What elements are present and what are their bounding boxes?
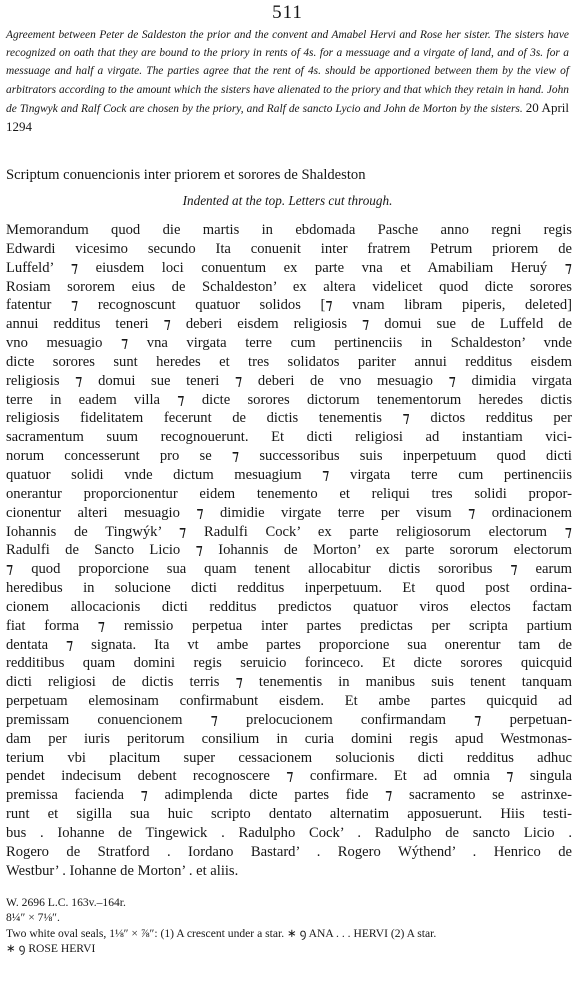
charter-line: terre in eadem villa ⁊ dicte sorores dictorum tenementorum heredes dictis <box>6 391 572 408</box>
charter-line: dentata ⁊ signata. Ita vt ambe partes proporcione sua onerentur tam de <box>6 636 572 653</box>
footnote-dimensions: 8¼″ × 7⅛″. <box>6 911 60 925</box>
charter-line: Radulfi de Sancto Licio ⁊ Iohannis de Morton’ ex parte sororum electorum <box>6 542 572 559</box>
charter-line: bus . Iohanne de Tingewick . Radulpho Cock’ . Radulpho de sancto Licio . <box>6 825 572 841</box>
charter-line: onerantur proporcionentur eidem tenemento et reliqui tres solidi propor- <box>6 485 572 502</box>
charter-line: religiosis ⁊ domui sue teneri ⁊ deberi de vno mesuagio ⁊ dimidia virgata <box>6 372 572 389</box>
charter-line: pendet indecisum debent recognoscere ⁊ confirmare. Et ad omnia ⁊ singula <box>6 768 572 785</box>
summary-date: 20 April 1294 <box>6 99 569 135</box>
charter-text <box>6 221 572 881</box>
charter-line: premissam conuencionem ⁊ prelocucionem confirmandam ⁊ perpetuan- <box>6 711 572 728</box>
summary-text: Agreement between Peter de Saldeston the prior and the convent and Amabel Hervi and Rose her sister. The sisters have recognized on oath that they are bound to the priory in rents of 4s. for a messuage and a virgate of land, and of 3s. for a messuage and half a virgate. The parties agree that the rent of 4s. should be apportioned between them by the view of arbitrators according to the amount which the sisters have alienated to the priory and that which they retain in hand. John de Tingwyk and Ralf Cock are chosen by the priory, and Ralf de sancto Lycio and John de Morton by the sisters. <box>6 29 569 115</box>
footnote-reference: W. 2696 L.C. 163v.–164r. <box>6 896 126 909</box>
charter-line: Edwardi vicesimo secundo Ita conuenit inter fratrem Petrum priorem de <box>6 240 572 257</box>
charter-line: Westbur’ . Iohanne de Morton’ . et aliis. <box>6 862 239 879</box>
document-subheading: Indented at the top. Letters cut through. <box>182 193 393 208</box>
charter-line: terium vbi placitum super cessacionem solucionis dicti redditus adhuc <box>6 749 572 766</box>
charter-line: quatuor solidi vnde dictum mesuagium ⁊ virgata terre cum pertinenciis <box>6 466 572 483</box>
charter-line: dam per iuris peritorum consilium in curia domini regis apud Westmonas- <box>6 730 572 747</box>
charter-line: Rogero de Stratford . Iordano Bastard’ . Rogero Wýthend’ . Henrico de <box>6 843 572 860</box>
charter-line: Memorandum quod die martis in ebdomada Pasche anno regni regis <box>6 222 572 238</box>
charter-line: sacramentum suum recognouerunt. Et dicti religiosi ad instantiam vici- <box>6 429 572 446</box>
charter-line: fiat forma ⁊ remissio perpetua inter partes predictas per scripta partium <box>6 617 572 634</box>
charter-line: Luffeld’ ⁊ eiusdem loci conuentum ex parte vna et Amabiliam Heruý ⁊ <box>6 259 572 276</box>
charter-line: perpetuam elemosinam confirmabunt eisdem. Et ambe partes quicquid ad <box>6 693 572 710</box>
charter-line: dicti religiosi de dictis terris ⁊ tenementis in manibus suis tenent tanquam <box>6 674 572 691</box>
charter-line: premissa facienda ⁊ adimplenda dicte partes fide ⁊ sacramento se astrinxe- <box>6 787 572 804</box>
charter-line: runt et sigilla sua huic scripto dentato alternatim apposuerunt. Hiis testi- <box>6 806 572 823</box>
charter-line: cionem allocacionis dicti redditus predictos quatuor viros electos factam <box>6 598 572 615</box>
charter-line: heredibus in solucione dicti redditus inperpetuum. Et quod post ordina- <box>6 580 572 597</box>
footnote-seal-legend: ∗ ꝯ ROSE HERVI <box>6 942 96 956</box>
charter-line: norum concesserunt pro se ⁊ successoribus suis inperpetuum quod dicti <box>6 448 572 465</box>
charter-line: dicte sorores sunt heredes et tres solidatos pariter annui redditus eisdem <box>6 353 572 370</box>
charter-line: cionentur alteri mesuagio ⁊ dimidie virgate terre per visum ⁊ ordinacionem <box>6 504 572 521</box>
page-number: 511 <box>272 2 303 23</box>
charter-line: religiosis fidelitatem fecerunt de dictis tenementis ⁊ dictos redditus per <box>6 410 572 427</box>
charter-line: ⁊ quod proporcione sua quam tenent allocabitur dictis sororibus ⁊ earum <box>6 561 572 578</box>
charter-line: vno mesuagio ⁊ vna virgata terre cum pertinenciis in Schaldeston’ vnde <box>6 335 572 352</box>
charter-line: annui redditus teneri ⁊ deberi eisdem religiosis ⁊ domui sue de Luffeld de <box>6 316 572 333</box>
footnote-seals: Two white oval seals, 1⅛″ × ⅞″: (1) A crescent under a star. ∗ ꝯ ANA . . . HERVI (2) A star. <box>6 926 437 940</box>
footnotes <box>6 895 569 957</box>
charter-line: redditibus quam domini regis seruicio forinceco. Et dicte sorores quicquid <box>6 655 572 672</box>
document-summary <box>6 26 569 137</box>
charter-line: Iohannis de Tingwýk’ ⁊ Radulfi Cock’ ex parte religiosorum electorum ⁊ <box>6 523 572 540</box>
charter-line: Rosiam sororem eius de Schaldeston’ ex altera videlicet quod dicte sorores <box>6 278 572 295</box>
charter-line: fatentur ⁊ recognoscunt quatuor solidos [⁊ vnam libram piperis, deleted] <box>6 297 572 314</box>
document-heading: Scriptum conuencionis inter priorem et sorores de Shaldeston <box>6 167 366 183</box>
